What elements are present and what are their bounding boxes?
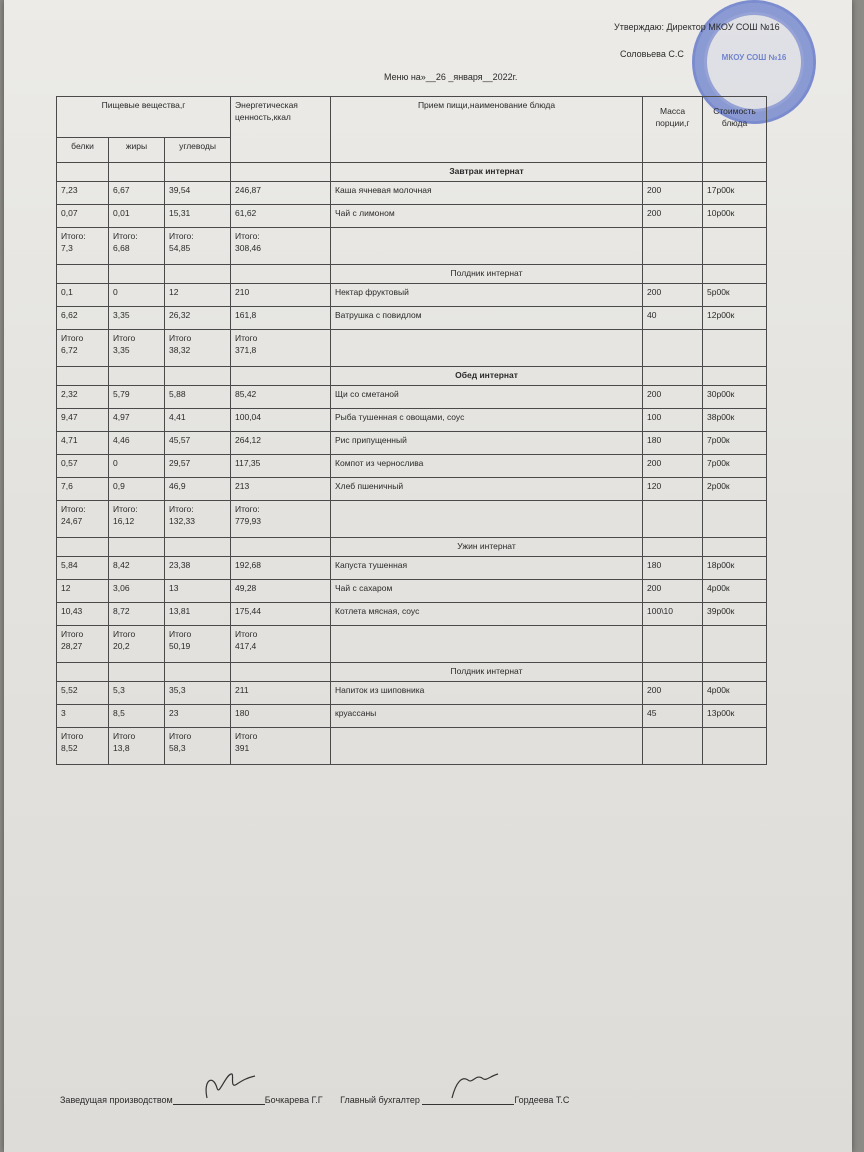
table-row [57, 284, 767, 307]
total-fat [109, 501, 165, 538]
total-protein [57, 728, 109, 765]
total-value: 6,68 [113, 243, 130, 253]
total-value: 391 [235, 743, 250, 753]
total-label: Итого: [169, 231, 194, 241]
fat-cell: 6,67 [109, 182, 165, 205]
dish-name-cell: Чай с сахаром [331, 580, 643, 603]
table-row [57, 557, 767, 580]
empty-cell [703, 663, 767, 682]
section-title: Завтрак интернат [331, 163, 643, 182]
total-label: Итого [113, 333, 136, 343]
total-value: 20,2 [113, 641, 130, 651]
fat-cell: 4,97 [109, 409, 165, 432]
empty-cell [331, 228, 643, 265]
price-cell: 12р00к [703, 307, 767, 330]
mass-cell: 200 [643, 284, 703, 307]
carbs-cell: 13 [165, 580, 231, 603]
total-energy [231, 501, 331, 538]
total-label: Итого [169, 629, 192, 639]
header-meal: Прием пищи,наименование блюда [331, 97, 643, 163]
mass-cell: 180 [643, 557, 703, 580]
total-energy [231, 626, 331, 663]
section-header-row [57, 265, 767, 284]
total-row [57, 626, 767, 663]
protein-cell: 0,1 [57, 284, 109, 307]
table-row [57, 455, 767, 478]
dish-name-cell: Котлета мясная, соус [331, 603, 643, 626]
total-label: Итого [235, 333, 258, 343]
total-carbs [165, 626, 231, 663]
total-label: Итого [61, 731, 84, 741]
mass-cell: 200 [643, 182, 703, 205]
manager-label: Заведущая производством [60, 1095, 173, 1105]
mass-cell: 200 [643, 682, 703, 705]
total-label: Итого [169, 731, 192, 741]
table-row [57, 603, 767, 626]
energy-cell: 213 [231, 478, 331, 501]
carbs-cell: 23 [165, 705, 231, 728]
empty-cell [703, 626, 767, 663]
empty-cell [643, 367, 703, 386]
section-header-row [57, 538, 767, 557]
energy-cell: 211 [231, 682, 331, 705]
manager-signature [173, 1092, 265, 1105]
price-cell: 10р00к [703, 205, 767, 228]
empty-cell [165, 163, 231, 182]
mass-cell: 40 [643, 307, 703, 330]
protein-cell: 5,84 [57, 557, 109, 580]
total-row [57, 228, 767, 265]
empty-cell [643, 501, 703, 538]
empty-cell [109, 163, 165, 182]
dish-name-cell: Напиток из шиповника [331, 682, 643, 705]
energy-cell: 210 [231, 284, 331, 307]
total-value: 3,35 [113, 345, 130, 355]
empty-cell [109, 538, 165, 557]
header-nutrients: Пищевые вещества,г [57, 97, 231, 138]
empty-cell [703, 538, 767, 557]
energy-cell: 85,42 [231, 386, 331, 409]
manager-name: Бочкарева Г.Г [264, 1095, 323, 1105]
carbs-cell: 23,38 [165, 557, 231, 580]
table-row [57, 432, 767, 455]
price-cell: 39р00к [703, 603, 767, 626]
table-row [57, 705, 767, 728]
fat-cell: 8,42 [109, 557, 165, 580]
dish-name-cell: круассаны [331, 705, 643, 728]
protein-cell: 7,23 [57, 182, 109, 205]
fat-cell: 0,01 [109, 205, 165, 228]
total-row [57, 330, 767, 367]
protein-cell: 0,07 [57, 205, 109, 228]
empty-cell [109, 265, 165, 284]
energy-cell: 246,87 [231, 182, 331, 205]
fat-cell: 5,3 [109, 682, 165, 705]
table-row [57, 580, 767, 603]
empty-cell [231, 663, 331, 682]
total-protein [57, 501, 109, 538]
total-label: Итого [169, 333, 192, 343]
total-label: Итого: [113, 504, 138, 514]
mass-cell: 180 [643, 432, 703, 455]
price-cell: 30р00к [703, 386, 767, 409]
total-value: 8,52 [61, 743, 78, 753]
carbs-cell: 4,41 [165, 409, 231, 432]
fat-cell: 5,79 [109, 386, 165, 409]
empty-cell [643, 728, 703, 765]
empty-cell [165, 367, 231, 386]
empty-cell [331, 330, 643, 367]
total-label: Итого [61, 333, 84, 343]
dish-name-cell: Рыба тушенная с овощами, соус [331, 409, 643, 432]
mass-cell: 200 [643, 205, 703, 228]
energy-cell: 175,44 [231, 603, 331, 626]
dish-name-cell: Каша ячневая молочная [331, 182, 643, 205]
total-value: 6,72 [61, 345, 78, 355]
total-label: Итого: [61, 231, 86, 241]
table-row [57, 205, 767, 228]
empty-cell [231, 265, 331, 284]
total-fat [109, 330, 165, 367]
mass-cell: 200 [643, 386, 703, 409]
total-label: Итого [235, 629, 258, 639]
section-title: Полдник интернат [331, 663, 643, 682]
section-title: Ужин интернат [331, 538, 643, 557]
total-protein [57, 626, 109, 663]
total-label: Итого: [61, 504, 86, 514]
carbs-cell: 45,57 [165, 432, 231, 455]
total-value: 371,8 [235, 345, 257, 355]
total-value: 308,46 [235, 243, 262, 253]
protein-cell: 4,71 [57, 432, 109, 455]
dish-name-cell: Компот из чернослива [331, 455, 643, 478]
mass-cell: 100\10 [643, 603, 703, 626]
protein-cell: 0,57 [57, 455, 109, 478]
header-mass: Масса порции,г [643, 97, 703, 163]
total-row [57, 728, 767, 765]
empty-cell [643, 538, 703, 557]
mass-cell: 100 [643, 409, 703, 432]
price-cell: 7р00к [703, 455, 767, 478]
approval-line-director: Утверждаю: Директор МКОУ СОШ №16 [614, 22, 780, 32]
total-value: 13,8 [113, 743, 130, 753]
header-price: Стоимость блюда [703, 97, 767, 163]
document-page [4, 0, 852, 1152]
total-label: Итого: [113, 231, 138, 241]
table-row [57, 307, 767, 330]
energy-cell: 161,8 [231, 307, 331, 330]
table-row [57, 682, 767, 705]
protein-cell: 9,47 [57, 409, 109, 432]
empty-cell [57, 265, 109, 284]
empty-cell [703, 265, 767, 284]
carbs-cell: 26,32 [165, 307, 231, 330]
accountant-name: Гордеева Т.С [514, 1095, 570, 1105]
carbs-cell: 13,81 [165, 603, 231, 626]
empty-cell [165, 663, 231, 682]
menu-title: Меню на»__26 _января__2022г. [384, 72, 518, 82]
price-cell: 4р00к [703, 682, 767, 705]
empty-cell [331, 728, 643, 765]
carbs-cell: 35,3 [165, 682, 231, 705]
empty-cell [703, 163, 767, 182]
empty-cell [231, 538, 331, 557]
empty-cell [231, 367, 331, 386]
carbs-cell: 12 [165, 284, 231, 307]
price-cell: 5р00к [703, 284, 767, 307]
carbs-cell: 39,54 [165, 182, 231, 205]
empty-cell [643, 228, 703, 265]
empty-cell [703, 501, 767, 538]
mass-cell: 200 [643, 580, 703, 603]
total-carbs [165, 228, 231, 265]
total-value: 417,4 [235, 641, 257, 651]
price-cell: 17р00к [703, 182, 767, 205]
empty-cell [331, 626, 643, 663]
empty-cell [109, 367, 165, 386]
fat-cell: 4,46 [109, 432, 165, 455]
section-title: Обед интернат [331, 367, 643, 386]
total-value: 54,85 [169, 243, 191, 253]
total-value: 38,32 [169, 345, 191, 355]
total-value: 28,27 [61, 641, 83, 651]
energy-cell: 180 [231, 705, 331, 728]
price-cell: 4р00к [703, 580, 767, 603]
price-cell: 13р00к [703, 705, 767, 728]
empty-cell [331, 501, 643, 538]
empty-cell [165, 538, 231, 557]
total-energy [231, 228, 331, 265]
empty-cell [643, 663, 703, 682]
section-header-row [57, 367, 767, 386]
table-row [57, 386, 767, 409]
empty-cell [57, 163, 109, 182]
protein-cell: 12 [57, 580, 109, 603]
fat-cell: 8,5 [109, 705, 165, 728]
header-protein: белки [57, 138, 109, 163]
fat-cell: 0 [109, 284, 165, 307]
mass-cell: 45 [643, 705, 703, 728]
empty-cell [165, 265, 231, 284]
energy-cell: 117,35 [231, 455, 331, 478]
total-value: 50,19 [169, 641, 191, 651]
menu-table [56, 96, 767, 765]
carbs-cell: 46,9 [165, 478, 231, 501]
empty-cell [57, 663, 109, 682]
empty-cell [231, 163, 331, 182]
mass-cell: 200 [643, 455, 703, 478]
empty-cell [643, 163, 703, 182]
empty-cell [109, 663, 165, 682]
empty-cell [643, 265, 703, 284]
empty-cell [703, 330, 767, 367]
protein-cell: 5,52 [57, 682, 109, 705]
accountant-signature [422, 1092, 514, 1105]
total-value: 132,33 [169, 516, 195, 526]
total-fat [109, 728, 165, 765]
total-fat [109, 228, 165, 265]
energy-cell: 49,28 [231, 580, 331, 603]
empty-cell [703, 228, 767, 265]
table-row [57, 409, 767, 432]
total-carbs [165, 501, 231, 538]
protein-cell: 3 [57, 705, 109, 728]
fat-cell: 3,06 [109, 580, 165, 603]
empty-cell [57, 367, 109, 386]
price-cell: 2р00к [703, 478, 767, 501]
total-fat [109, 626, 165, 663]
protein-cell: 2,32 [57, 386, 109, 409]
seal-text: МКОУ СОШ №16 [721, 53, 787, 62]
price-cell: 18р00к [703, 557, 767, 580]
total-protein [57, 228, 109, 265]
dish-name-cell: Ватрушка с повидлом [331, 307, 643, 330]
total-carbs [165, 330, 231, 367]
total-label: Итого [113, 629, 136, 639]
carbs-cell: 5,88 [165, 386, 231, 409]
signature-footer [60, 1092, 569, 1105]
empty-cell [703, 367, 767, 386]
total-label: Итого: [235, 231, 260, 241]
fat-cell: 0,9 [109, 478, 165, 501]
table-row [57, 182, 767, 205]
carbs-cell: 15,31 [165, 205, 231, 228]
total-protein [57, 330, 109, 367]
dish-name-cell: Щи со сметаной [331, 386, 643, 409]
carbs-cell: 29,57 [165, 455, 231, 478]
dish-name-cell: Чай с лимоном [331, 205, 643, 228]
total-row [57, 501, 767, 538]
approval-block [614, 20, 780, 61]
price-cell: 38р00к [703, 409, 767, 432]
section-header-row [57, 163, 767, 182]
total-value: 779,93 [235, 516, 262, 526]
header-fat: жиры [109, 138, 165, 163]
total-value: 16,12 [113, 516, 135, 526]
total-label: Итого: [169, 504, 194, 514]
approval-line-name: Соловьева С.С [620, 49, 684, 59]
header-energy: Энергетическая ценность,ккал [231, 97, 331, 163]
protein-cell: 10,43 [57, 603, 109, 626]
table-row [57, 478, 767, 501]
section-title: Полдник интернат [331, 265, 643, 284]
protein-cell: 7,6 [57, 478, 109, 501]
total-carbs [165, 728, 231, 765]
total-label: Итого [235, 731, 258, 741]
total-label: Итого: [235, 504, 260, 514]
header-carbs: углеводы [165, 138, 231, 163]
empty-cell [643, 626, 703, 663]
total-value: 24,67 [61, 516, 83, 526]
section-header-row [57, 663, 767, 682]
empty-cell [643, 330, 703, 367]
price-cell: 7р00к [703, 432, 767, 455]
energy-cell: 100,04 [231, 409, 331, 432]
energy-cell: 264,12 [231, 432, 331, 455]
total-value: 7,3 [61, 243, 73, 253]
total-label: Итого [113, 731, 136, 741]
dish-name-cell: Рис припущенный [331, 432, 643, 455]
total-label: Итого [61, 629, 84, 639]
empty-cell [57, 538, 109, 557]
total-energy [231, 728, 331, 765]
dish-name-cell: Капуста тушенная [331, 557, 643, 580]
header-row [57, 97, 767, 138]
dish-name-cell: Хлеб пшеничный [331, 478, 643, 501]
fat-cell: 8,72 [109, 603, 165, 626]
total-value: 58,3 [169, 743, 186, 753]
mass-cell: 120 [643, 478, 703, 501]
total-energy [231, 330, 331, 367]
fat-cell: 3,35 [109, 307, 165, 330]
energy-cell: 61,62 [231, 205, 331, 228]
protein-cell: 6,62 [57, 307, 109, 330]
empty-cell [703, 728, 767, 765]
energy-cell: 192,68 [231, 557, 331, 580]
accountant-label: Главный бухгалтер [340, 1095, 420, 1105]
fat-cell: 0 [109, 455, 165, 478]
dish-name-cell: Нектар фруктовый [331, 284, 643, 307]
